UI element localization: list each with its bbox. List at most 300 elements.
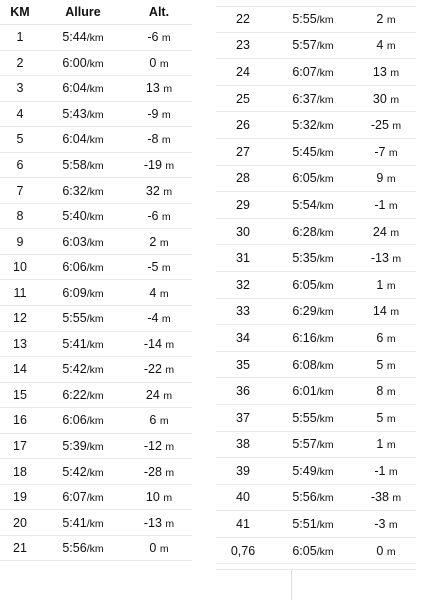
split-altitude: [356, 490, 416, 504]
table-row: [0, 102, 192, 128]
table-row: [0, 229, 192, 255]
split-altitude-value: 30: [372, 91, 387, 106]
split-pace-value: 5:51: [292, 517, 317, 532]
split-pace: [40, 184, 126, 198]
split-pace: [270, 544, 356, 558]
altitude-unit: m: [165, 364, 175, 377]
split-altitude-value: 9: [376, 171, 384, 186]
split-km: 1: [16, 30, 24, 45]
split-altitude: [126, 260, 192, 274]
table-row: [216, 139, 416, 166]
split-pace-value: 6:29: [292, 304, 317, 319]
split-km: 23: [236, 38, 250, 53]
altitude-unit: m: [165, 466, 175, 479]
split-altitude: [356, 358, 416, 372]
split-altitude: [126, 541, 192, 555]
altitude-unit: m: [386, 412, 396, 425]
split-km: 0,76: [230, 543, 256, 558]
split-altitude-value: 8: [376, 384, 384, 399]
split-altitude: [356, 384, 416, 398]
table-row: [0, 357, 192, 383]
split-altitude: [126, 362, 192, 376]
split-pace-value: 5:58: [62, 158, 87, 172]
table-row: [216, 299, 416, 326]
pace-unit: /km: [86, 262, 104, 275]
pace-unit: /km: [316, 279, 334, 292]
split-altitude: [126, 465, 192, 479]
table-row: [216, 59, 416, 86]
split-km: 2: [16, 55, 24, 70]
pace-unit: /km: [316, 199, 334, 212]
altitude-unit: m: [392, 253, 402, 266]
table-row: [216, 485, 416, 512]
table-row: [0, 536, 192, 562]
altitude-unit: m: [161, 211, 171, 224]
pace-unit: /km: [86, 466, 104, 479]
table-row: [216, 219, 416, 246]
altitude-unit: m: [392, 120, 402, 133]
split-altitude-value: 0: [149, 55, 157, 70]
table-row: [216, 6, 416, 33]
split-altitude: [356, 171, 416, 185]
pace-unit: /km: [86, 108, 104, 121]
table-row: [0, 280, 192, 306]
altitude-unit: m: [159, 287, 169, 300]
split-pace: [40, 260, 126, 274]
split-pace: [270, 145, 356, 159]
split-pace: [40, 158, 126, 172]
pace-unit: /km: [316, 226, 334, 239]
split-altitude-value: -12: [143, 439, 162, 454]
split-km: 3: [16, 81, 24, 96]
split-km: 10: [13, 260, 27, 275]
pace-unit: /km: [86, 389, 104, 402]
split-pace-value: 6:05: [292, 171, 317, 186]
split-altitude-value: -8: [147, 132, 159, 147]
pace-unit: /km: [316, 13, 334, 26]
split-altitude: [356, 544, 416, 558]
split-pace-value: 6:09: [62, 285, 87, 300]
pace-unit: /km: [316, 439, 334, 452]
split-km: 41: [236, 517, 250, 532]
table-row: [0, 178, 192, 204]
altitude-unit: m: [386, 40, 396, 53]
split-altitude-value: 24: [372, 224, 387, 239]
split-altitude: [356, 411, 416, 425]
split-altitude: [126, 439, 192, 453]
split-altitude-value: -38: [370, 490, 389, 505]
split-altitude-value: 1: [376, 277, 384, 292]
altitude-unit: m: [159, 543, 169, 556]
altitude-unit: m: [161, 134, 171, 147]
split-pace: [270, 171, 356, 185]
split-pace-value: 5:35: [292, 251, 317, 266]
split-pace-value: 6:04: [62, 81, 87, 96]
split-km: 9: [16, 234, 24, 249]
table-row: [0, 434, 192, 460]
split-altitude-value: -1: [374, 463, 386, 478]
split-altitude-value: -3: [374, 517, 386, 532]
altitude-unit: m: [386, 173, 396, 186]
table-row: [0, 485, 192, 511]
table-row: [216, 352, 416, 379]
table-row: [216, 432, 416, 459]
split-pace: [270, 198, 356, 212]
split-altitude-value: 10: [145, 490, 160, 505]
split-altitude: [356, 331, 416, 345]
altitude-unit: m: [163, 185, 173, 198]
split-altitude: [126, 30, 192, 44]
split-pace: [270, 411, 356, 425]
split-pace: [270, 278, 356, 292]
pace-unit: /km: [86, 236, 104, 249]
split-pace: [40, 541, 126, 555]
pace-unit: /km: [316, 332, 334, 345]
table-row: [216, 405, 416, 432]
split-km: 25: [236, 91, 250, 106]
split-km: 17: [13, 439, 27, 454]
split-pace: [270, 517, 356, 531]
split-pace: [270, 437, 356, 451]
split-altitude: [126, 184, 192, 198]
pace-unit: /km: [86, 492, 104, 505]
split-km: 34: [236, 330, 250, 345]
pace-unit: /km: [316, 120, 334, 133]
table-row: [216, 192, 416, 219]
split-pace: [270, 118, 356, 132]
table-row: [216, 86, 416, 113]
split-altitude: [126, 337, 192, 351]
split-altitude: [126, 158, 192, 172]
split-altitude-value: -6: [147, 30, 159, 45]
split-pace: [270, 464, 356, 478]
split-pace-value: 6:32: [62, 183, 87, 198]
altitude-unit: m: [390, 93, 400, 106]
split-pace-value: 5:45: [292, 144, 317, 159]
pace-unit: /km: [86, 441, 104, 454]
split-km: 13: [13, 336, 27, 351]
split-pace-value: 6:08: [292, 357, 317, 372]
split-pace: [40, 490, 126, 504]
split-pace-value: 6:05: [292, 543, 317, 558]
split-altitude: [356, 38, 416, 52]
split-pace-value: 5:44: [62, 30, 87, 45]
pace-unit: /km: [316, 359, 334, 372]
pace-unit: /km: [86, 338, 104, 351]
split-altitude: [126, 209, 192, 223]
header-altitude: Alt.: [148, 5, 170, 19]
pace-unit: /km: [316, 386, 334, 399]
split-km: 14: [13, 362, 27, 377]
bottom-divider: [291, 570, 292, 600]
split-km: 5: [16, 132, 24, 147]
split-km: 35: [236, 357, 250, 372]
split-altitude-value: 2: [149, 234, 157, 249]
split-pace: [270, 331, 356, 345]
split-km: 24: [236, 64, 250, 79]
split-altitude-value: -9: [147, 106, 159, 121]
split-pace: [40, 337, 126, 351]
split-altitude-value: -19: [143, 158, 162, 172]
pace-unit: /km: [316, 412, 334, 425]
split-altitude-value: -25: [370, 118, 389, 133]
pace-unit: /km: [86, 57, 104, 70]
split-altitude: [126, 286, 192, 300]
split-altitude-value: -5: [147, 260, 159, 275]
altitude-unit: m: [161, 108, 171, 121]
split-altitude-value: 32: [145, 183, 160, 198]
altitude-unit: m: [161, 262, 171, 275]
table-row: [0, 459, 192, 485]
split-pace-value: 5:55: [292, 11, 317, 26]
split-altitude: [356, 198, 416, 212]
altitude-unit: m: [161, 313, 171, 326]
split-altitude: [356, 225, 416, 239]
split-pace: [40, 56, 126, 70]
split-pace: [40, 439, 126, 453]
split-altitude-value: -14: [143, 336, 162, 351]
split-km: 19: [13, 490, 27, 505]
split-km: 16: [13, 413, 27, 428]
altitude-unit: m: [386, 359, 396, 372]
split-km: 33: [236, 304, 250, 319]
split-altitude-value: 4: [376, 38, 384, 53]
split-altitude-value: 4: [149, 285, 157, 300]
split-altitude-value: -7: [374, 144, 386, 159]
pace-unit: /km: [316, 492, 334, 505]
split-km: 6: [16, 158, 24, 172]
split-km: 22: [236, 11, 250, 26]
table-row: [216, 511, 416, 538]
pace-unit: /km: [86, 415, 104, 428]
altitude-unit: m: [165, 441, 175, 454]
pace-unit: /km: [86, 313, 104, 326]
splits-table-left: [0, 0, 192, 561]
split-pace-value: 6:07: [62, 490, 87, 505]
split-altitude: [126, 516, 192, 530]
split-altitude-value: 6: [376, 330, 384, 345]
split-altitude-value: -6: [147, 209, 159, 224]
altitude-unit: m: [386, 545, 396, 558]
split-altitude: [356, 517, 416, 531]
split-km: 36: [236, 384, 250, 399]
altitude-unit: m: [386, 386, 396, 399]
table-row: [216, 112, 416, 139]
table-row: [0, 510, 192, 536]
altitude-unit: m: [386, 13, 396, 26]
table-row: [216, 378, 416, 405]
split-altitude-value: -4: [147, 311, 159, 326]
split-altitude-value: -1: [374, 197, 386, 212]
split-altitude-value: 0: [149, 541, 157, 556]
split-pace-value: 6:06: [62, 413, 87, 428]
split-altitude: [356, 251, 416, 265]
table-row: [0, 204, 192, 230]
table-row: [0, 153, 192, 179]
split-pace-value: 5:54: [292, 197, 317, 212]
split-pace-value: 5:42: [62, 362, 87, 377]
split-km: 37: [236, 410, 250, 425]
split-pace-value: 5:41: [62, 336, 87, 351]
split-km: 26: [236, 118, 250, 133]
table-row: [216, 272, 416, 299]
split-km: 38: [236, 437, 250, 452]
split-altitude-value: 14: [372, 304, 387, 319]
split-km: 11: [13, 285, 27, 300]
altitude-unit: m: [163, 389, 173, 402]
altitude-unit: m: [163, 83, 173, 96]
split-pace-value: 6:07: [292, 64, 317, 79]
split-altitude-value: 5: [376, 357, 384, 372]
split-pace: [40, 107, 126, 121]
split-km: 15: [13, 387, 27, 402]
split-pace-value: 5:42: [62, 464, 87, 479]
split-altitude-value: -13: [143, 515, 162, 530]
altitude-unit: m: [386, 279, 396, 292]
split-altitude-value: 24: [145, 387, 160, 402]
altitude-unit: m: [390, 226, 400, 239]
altitude-unit: m: [392, 492, 402, 505]
split-km: 8: [16, 209, 24, 224]
split-km: 21: [13, 541, 27, 556]
split-km: 12: [13, 311, 27, 326]
split-pace-value: 6:37: [292, 91, 317, 106]
table-row: [0, 408, 192, 434]
split-altitude-value: 13: [372, 64, 387, 79]
table-row: [216, 166, 416, 193]
split-pace-value: 6:22: [62, 387, 87, 402]
pace-unit: /km: [86, 83, 104, 96]
pace-unit: /km: [86, 287, 104, 300]
split-pace: [40, 235, 126, 249]
table-row: [216, 458, 416, 485]
altitude-unit: m: [159, 57, 169, 70]
table-header: [0, 0, 192, 25]
split-pace: [40, 362, 126, 376]
split-km: 31: [236, 251, 250, 266]
split-pace: [40, 81, 126, 95]
split-pace-value: 5:57: [292, 437, 317, 452]
pace-unit: /km: [316, 306, 334, 319]
split-pace-value: 6:01: [292, 384, 317, 399]
altitude-unit: m: [388, 146, 398, 159]
split-altitude-value: 6: [149, 413, 157, 428]
split-altitude-value: -28: [143, 464, 162, 479]
altitude-unit: m: [390, 306, 400, 319]
split-altitude: [126, 235, 192, 249]
pace-unit: /km: [86, 160, 104, 172]
split-pace-value: 5:55: [62, 311, 87, 326]
split-pace-value: 5:56: [62, 541, 87, 556]
table-row: [216, 245, 416, 272]
header-km: KM: [10, 5, 30, 19]
altitude-unit: m: [165, 517, 175, 530]
altitude-unit: m: [163, 492, 173, 505]
pace-unit: /km: [316, 519, 334, 532]
split-altitude: [356, 145, 416, 159]
pace-unit: /km: [316, 93, 334, 106]
table-row: [216, 325, 416, 352]
table-row: [0, 383, 192, 409]
split-pace-value: 5:40: [62, 209, 87, 224]
split-altitude: [356, 304, 416, 318]
split-altitude: [126, 388, 192, 402]
split-pace-value: 5:43: [62, 106, 87, 121]
altitude-unit: m: [165, 338, 175, 351]
table-row: [0, 332, 192, 358]
table-row: [216, 33, 416, 60]
pace-unit: /km: [316, 146, 334, 159]
splits-list-left: [0, 25, 192, 561]
table-row: [216, 538, 416, 565]
split-pace-value: 5:41: [62, 515, 87, 530]
pace-unit: /km: [86, 32, 104, 45]
split-altitude: [356, 118, 416, 132]
split-pace: [40, 209, 126, 223]
table-row: [0, 51, 192, 77]
altitude-unit: m: [159, 236, 169, 249]
split-km: 32: [236, 277, 250, 292]
header-pace: Allure: [65, 5, 101, 19]
split-altitude: [356, 92, 416, 106]
altitude-unit: m: [386, 332, 396, 345]
split-pace: [270, 12, 356, 26]
split-pace: [40, 30, 126, 44]
split-altitude: [126, 311, 192, 325]
pace-unit: /km: [86, 134, 104, 147]
split-pace: [40, 516, 126, 530]
split-altitude: [356, 278, 416, 292]
split-altitude: [126, 490, 192, 504]
pace-unit: /km: [316, 173, 334, 186]
right-table-bottom-border: [216, 569, 416, 601]
split-altitude-value: 1: [376, 437, 384, 452]
split-km: 27: [236, 144, 250, 159]
altitude-unit: m: [165, 160, 175, 172]
split-altitude: [126, 81, 192, 95]
altitude-unit: m: [388, 199, 398, 212]
split-pace: [270, 225, 356, 239]
split-pace: [270, 92, 356, 106]
split-pace-value: 6:03: [62, 234, 87, 249]
split-altitude: [356, 12, 416, 26]
split-km: 18: [13, 464, 27, 479]
split-pace-value: 6:04: [62, 132, 87, 147]
split-km: 20: [13, 515, 27, 530]
split-pace: [270, 251, 356, 265]
split-altitude: [356, 65, 416, 79]
altitude-unit: m: [390, 66, 400, 79]
pace-unit: /km: [86, 211, 104, 224]
split-altitude-value: 5: [376, 410, 384, 425]
split-altitude: [356, 437, 416, 451]
splits-list-right: [216, 6, 416, 564]
pace-unit: /km: [86, 517, 104, 530]
pace-unit: /km: [316, 66, 334, 79]
split-km: 39: [236, 463, 250, 478]
pace-unit: /km: [86, 543, 104, 556]
split-pace: [40, 132, 126, 146]
split-altitude-value: 0: [376, 543, 384, 558]
split-km: 40: [236, 490, 250, 505]
split-altitude-value: -13: [370, 251, 389, 266]
pace-unit: /km: [316, 465, 334, 478]
split-km: 4: [16, 106, 24, 121]
table-row: [0, 306, 192, 332]
pace-unit: /km: [86, 364, 104, 377]
split-altitude-value: 2: [376, 11, 384, 26]
split-pace: [270, 65, 356, 79]
